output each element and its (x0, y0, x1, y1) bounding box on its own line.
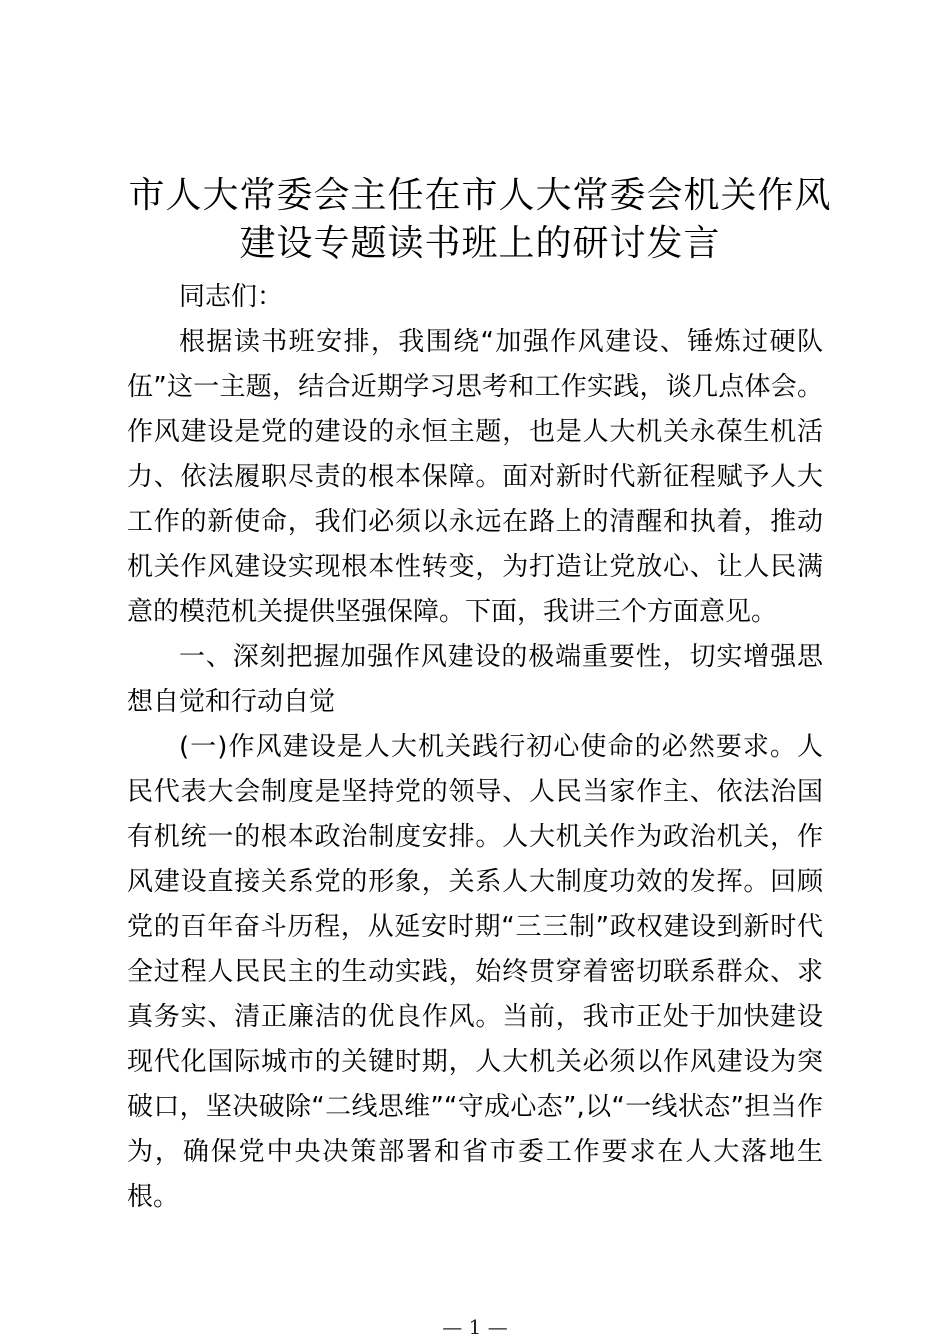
section-heading-1: 一、深刻把握加强作风建设的极端重要性，切实增强思想自觉和行动自觉 (127, 642, 823, 717)
salutation: 同志们： (179, 282, 284, 312)
document-body (127, 275, 823, 1220)
page-number: — 1 — (442, 1315, 508, 1339)
paragraph-subsection-1: (一)作风建设是人大机关践行初心使命的必然要求。人民代表大会制度是坚持党的领导、人民当家作主、依法治国有机统一的根本政治制度安排。人大机关作为政治机关，作风建设直接关系党的形象，关系人大制度功效的发挥。回顾党的百年奋斗历程，从延安时期“三三制”政权建设到新时代全过程人民民主的生动实践，始终贯穿着密切联系群众、求真务实、清正廉洁的优良作风。当前，我市正处于加快建设现代化国际城市的关键时期，人大机关必须以作风建设为突破口，坚决破除“二线思维”“守成心态”,以“一线状态”担当作为，确保党中央决策部署和省市委工作要求在人大落地生根。 (127, 732, 823, 1212)
document-title: 市人大常委会主任在市人大常委会机关作风建设专题读书班上的研讨发言 (128, 175, 832, 264)
paragraph-intro: 根据读书班安排，我围绕“加强作风建设、锤炼过硬队伍”这一主题，结合近期学习思考和工作实践，谈几点体会。作风建设是党的建设的永恒主题，也是人大机关永葆生机活力、依法履职尽责的根本保障。面对新时代新征程赋予人大工作的新使命，我们必须以永远在路上的清醒和执着，推动机关作风建设实现根本性转变，为打造让党放心、让人民满意的模范机关提供坚强保障。下面，我讲三个方面意见。 (127, 327, 823, 627)
